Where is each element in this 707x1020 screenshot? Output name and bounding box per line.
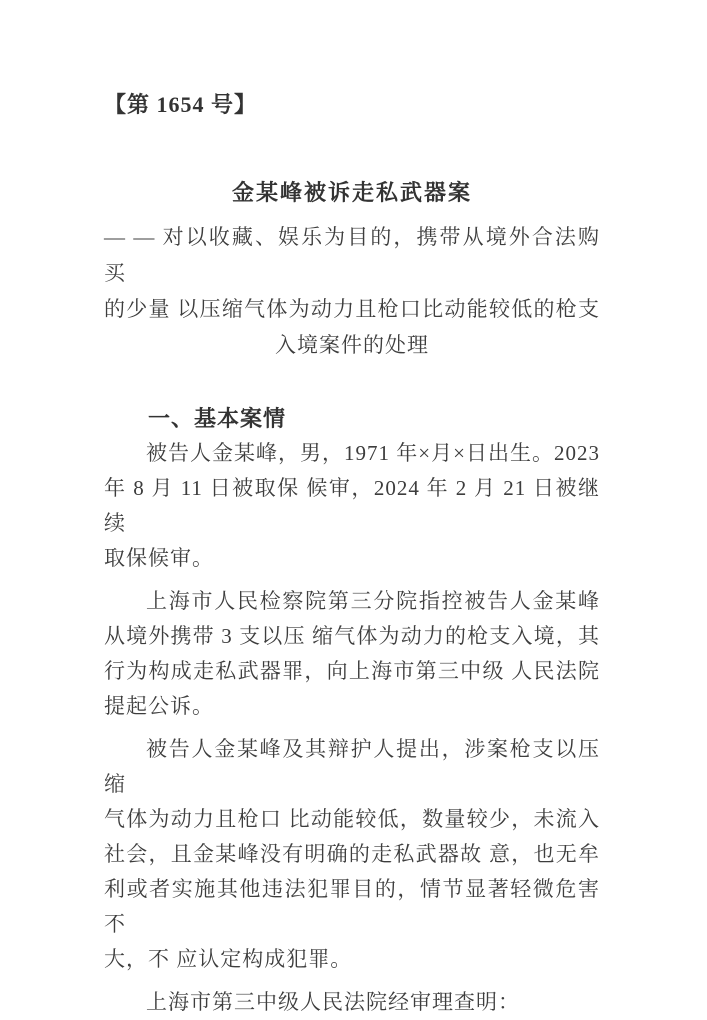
paragraph xyxy=(104,985,600,1020)
text-line: 被告人金某峰及其辩护人提出，涉案枪支以压缩 xyxy=(104,737,600,796)
text-line: 提起公诉。 xyxy=(104,694,214,718)
case-subtitle xyxy=(104,219,600,363)
text-line: 从境外携带 3 支以压 缩气体为动力的枪支入境，其 xyxy=(104,624,600,648)
text-line: 行为构成走私武器罪，向上海市第三中级 人民法院 xyxy=(104,659,600,683)
paragraph xyxy=(104,732,600,977)
text-line: 被告人金某峰，男，1971 年×月×日出生。2023 xyxy=(146,441,600,465)
section-heading: 一、基本案情 xyxy=(148,406,287,431)
subtitle-line: — — 对以收藏、娱乐为目的，携带从境外合法购买 xyxy=(104,225,600,285)
text-line: 气体为动力且枪口 比动能较低，数量较少，未流入 xyxy=(104,807,600,831)
paragraph xyxy=(104,436,600,576)
text-line: 利或者实施其他违法犯罪目的，情节显著轻微危害不 xyxy=(104,877,600,936)
subtitle-line: 的少量 以压缩气体为动力且枪口比动能较低的枪支 xyxy=(104,297,600,321)
text-line: 取保候审。 xyxy=(104,546,214,570)
text-line: 上海市人民检察院第三分院指控被告人金某峰 xyxy=(146,589,600,613)
paragraph xyxy=(104,584,600,724)
subtitle-line: 入境案件的处理 xyxy=(275,333,429,357)
case-number: 【第 1654 号】 xyxy=(104,92,258,117)
text-line: 上海市第三中级人民法院经审理查明： xyxy=(146,990,520,1014)
text-line: 年 8 月 11 日被取保 候审，2024 年 2 月 21 日被继续 xyxy=(104,476,600,535)
text-line: 社会，且金某峰没有明确的走私武器故 意，也无牟 xyxy=(104,842,600,866)
text-line: 大，不 应认定构成犯罪。 xyxy=(104,947,353,971)
case-title: 金某峰被诉走私武器案 xyxy=(231,180,472,205)
